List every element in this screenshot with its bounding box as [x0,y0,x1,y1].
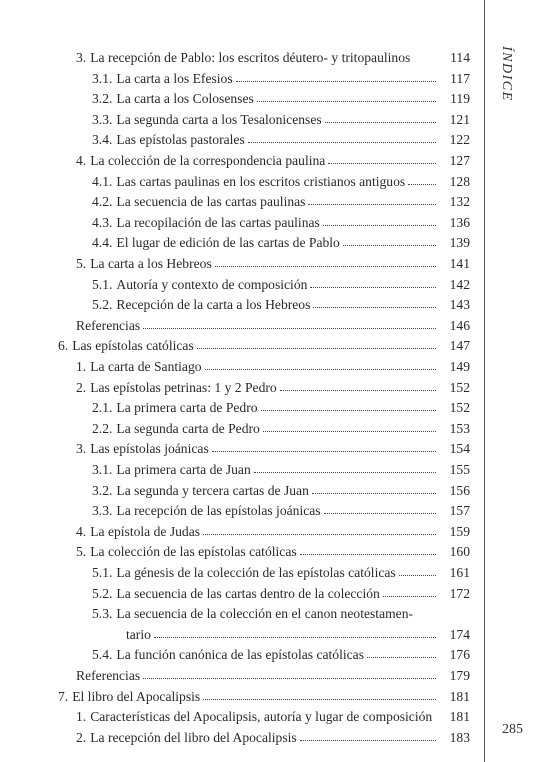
toc-entry-page: 181 [449,688,470,704]
toc-entry-title: La carta a los Hebreos [90,256,212,271]
toc-entry [0,170,470,190]
toc-entry-label [0,543,297,560]
toc-entry [0,67,470,87]
toc-entry-page: 154 [449,441,470,457]
toc-entry-title: Las epístolas petrinas: 1 y 2 Pedro [90,379,277,395]
toc-entry-label [0,585,380,602]
toc-entry-number: 3. [76,441,87,457]
toc-entry-number: 5.1. [92,276,113,292]
toc-entry-label [0,111,322,128]
toc-entry-title: La segunda carta a los Tesalonicenses [116,111,322,127]
toc-entry-label [0,482,309,499]
toc-entry [0,582,470,602]
dot-leader [408,184,436,185]
dot-leader [300,740,436,741]
toc-entry [0,561,470,581]
toc-entry-label [0,131,245,148]
toc-entry-page: 153 [449,420,470,436]
toc-entry-title: La carta de Santiago [90,359,202,374]
dot-leader [205,369,436,370]
toc-entry-label [0,296,310,313]
toc-entry-page: 127 [449,153,470,168]
dot-leader [300,554,436,555]
dot-leader [143,678,436,679]
toc-entry-title: La colección de la correspondencia paulina [90,153,326,168]
toc-entry-title: La recepción de las epístolas joánicas [116,503,321,519]
toc-entry-number: 4.2. [92,194,113,210]
dot-leader [261,410,436,411]
dot-leader [263,431,436,432]
toc-entry-page: 161 [449,565,470,580]
dot-leader [257,101,436,102]
toc-entry-page: 152 [449,400,470,416]
toc-entry-title: El lugar de edición de las cartas de Pablo [116,235,340,251]
toc-entry [0,108,470,128]
dot-leader [343,245,436,246]
toc-entry-page: 174 [449,626,470,642]
toc-entry-number: 2. [76,379,87,395]
toc-entry-title: La colección de las epístolas católicas [90,544,297,560]
toc-entry [0,355,470,375]
toc-entry-number: 5. [76,544,87,560]
vertical-rule [484,0,485,762]
toc-entry-label [0,440,209,457]
toc-entry-label [0,173,405,190]
toc-entry-page: 156 [449,482,470,498]
dot-leader [254,472,436,473]
toc-entry [0,231,470,251]
toc-entry-number: 3.1. [92,462,113,477]
dot-leader [399,575,436,576]
dot-leader [236,81,436,82]
toc-entry [0,417,470,437]
toc-entry-number: 3.2. [92,482,113,498]
toc-entry-label [0,337,194,354]
toc-entry-title: Las cartas paulinas en los escritos cristianos antiguos [116,173,406,189]
toc-entry-number: 5.1. [92,565,113,580]
toc-entry-number: 6. [58,338,69,354]
toc-entry-page: 172 [449,585,470,601]
toc-entry-page: 179 [449,668,470,683]
toc-entry-number: 7. [58,688,69,704]
toc-entry-page: 139 [449,235,470,251]
toc-entry-label [0,523,200,540]
toc-entry-label [0,193,305,210]
toc-entry [0,602,470,622]
toc-entry-title: Referencias [76,668,141,683]
toc-entry [0,128,470,148]
toc-entry-page: 183 [449,729,470,745]
toc-entry [0,293,470,313]
toc-entry [0,437,470,457]
toc-entry-title: La secuencia de las cartas dentro de la colección [116,585,380,601]
toc-entry-title: Las epístolas pastorales [116,132,245,148]
dot-leader [215,266,436,267]
toc-entry-number: 2. [76,729,87,745]
toc-entry-label [0,667,140,684]
dot-leader [154,637,436,638]
toc-entry-label [0,49,410,66]
toc-entry-number: 5.4. [92,647,113,663]
toc-entry-label [0,255,212,272]
dot-leader [143,328,436,329]
toc-entry-label [0,461,251,478]
toc-entry [0,46,470,66]
toc-entry-page: 146 [449,317,470,333]
toc-entry-title: Referencias [76,317,141,333]
toc-entry-title: La segunda carta de Pedro [116,420,260,436]
toc-entry-title: La primera carta de Juan [116,462,251,477]
toc-entry-label [0,70,233,87]
dot-leader [328,163,436,164]
toc-entry-title: El libro del Apocalipsis [72,688,201,704]
toc-entry-number: 3. [76,50,87,65]
toc-entry-title: La segunda y tercera cartas de Juan [116,482,309,498]
toc-entry-page: 119 [450,91,470,107]
dot-leader [203,534,436,535]
toc-entry-label [0,646,364,663]
toc-entry-number: 4.1. [92,173,113,189]
toc-entry-page: 114 [450,50,470,65]
toc-entry-number: 3.3. [92,111,113,127]
toc-entry-label [0,708,432,725]
toc-entry-page: 159 [449,523,470,539]
toc-entry-title: La función canónica de las epístolas católicas [116,647,364,663]
toc-entry-number: 2.2. [92,420,113,436]
toc-entry-title: La recopilación de las cartas paulinas [116,214,320,230]
page-number: 285 [502,722,523,737]
toc-entry-title: La secuencia de la colección en el canon neotestamen- [116,606,414,622]
toc-entry-title: Las epístolas católicas [72,338,194,354]
toc-entry-title: Las epístolas joánicas [90,441,209,457]
toc-entry-label [0,564,396,581]
dot-leader [313,307,436,308]
dot-leader [308,204,436,205]
toc-entry-label [0,379,277,396]
toc-entry-title: La recepción de Pablo: los escritos déutero- y tritopaulinos [90,50,411,65]
toc-entry-page: 181 [449,709,470,725]
toc-entry-page: 152 [449,379,470,395]
toc-entry-title: La carta a los Efesios [116,70,233,86]
toc-entry-number: 5.2. [92,585,113,601]
toc-entry [0,643,470,663]
toc-entry-number: 5.3. [92,606,113,622]
toc-entry-page: 176 [449,647,470,663]
toc-entry-label [0,729,297,746]
toc-entry-label [0,234,340,251]
toc-entry [0,520,470,540]
toc-entry-page: 149 [449,359,470,374]
toc-entry-page: 132 [449,194,470,210]
toc-entry-title: La primera carta de Pedro [116,400,258,416]
toc-entry [0,540,470,560]
toc-entry [0,273,470,293]
toc-entry-continuation [0,623,470,643]
dot-leader [367,657,436,658]
dot-leader [310,287,436,288]
toc-entry-number: 1. [76,359,87,374]
toc-entry-number: 4.4. [92,235,113,251]
toc-entry-number: 3.4. [92,132,113,148]
toc-entry-number: 5. [76,256,87,271]
dot-leader [203,699,436,700]
toc-entry-number: 5.2. [92,297,113,313]
toc-entry-number: 1. [76,709,87,725]
toc-entry-number: 4. [76,153,87,168]
toc-entry-page: 122 [449,132,470,148]
toc-entry-label [0,90,254,107]
toc-entry [0,664,470,684]
toc-entry-title: La carta a los Colosenses [116,91,254,107]
toc-entry-page: 143 [449,297,470,313]
toc-entry-label [0,276,307,293]
toc-entry [0,314,470,334]
toc-entry-number: 4. [76,523,87,539]
toc-entry-page: 147 [449,338,470,354]
toc-entry-page: 155 [449,462,470,477]
dot-leader [280,390,436,391]
dot-leader [383,596,436,597]
toc-entry-title: La epístola de Judas [90,523,201,539]
toc-entry-page: 141 [449,256,470,271]
dot-leader [212,451,436,452]
toc-entry-page: 121 [449,111,470,127]
toc-entry [0,149,470,169]
toc-entry [0,726,470,746]
toc-entry-label [0,214,320,231]
toc-entry-title: La secuencia de las cartas paulinas [116,194,306,210]
toc-entry [0,499,470,519]
toc-entry-label [0,605,413,622]
toc-entry-number: 3.1. [92,70,113,86]
toc-entry [0,479,470,499]
toc-entry [0,87,470,107]
dot-leader [323,225,436,226]
dot-leader [248,142,436,143]
toc-entry [0,396,470,416]
dot-leader [312,493,436,494]
toc-entry-label [0,502,321,519]
toc-entry-number: 4.3. [92,214,113,230]
toc-entry-label [0,420,260,437]
toc-entry-number: 2.1. [92,400,113,416]
toc-entry [0,685,470,705]
toc-entry-page: 142 [449,276,470,292]
toc-entry-title: Recepción de la carta a los Hebreos [116,297,311,313]
toc-entry-number: 3.2. [92,91,113,107]
toc-entry [0,252,470,272]
toc-entry-page: 157 [449,503,470,519]
toc-entry-title-continuation: tario [126,626,151,642]
toc-entry-title: La recepción del libro del Apocalipsis [90,729,297,745]
toc-entry [0,190,470,210]
toc-entry-title: Características del Apocalipsis, autoría y lugar de composición [90,709,433,725]
toc-entry [0,458,470,478]
toc-entry [0,334,470,354]
toc-entry [0,211,470,231]
toc-entry-label [0,152,325,169]
toc-entry-label [0,317,140,334]
toc-entry-page: 117 [450,70,470,86]
dot-leader [325,122,436,123]
toc-entry-number: 3.3. [92,503,113,519]
dot-leader [197,348,436,349]
dot-leader [324,513,436,514]
toc-entry-label [0,688,200,705]
toc-entry-title: La génesis de la colección de las epístolas católicas [116,565,396,580]
toc-entry-page: 128 [449,173,470,189]
toc-entry-page: 160 [449,544,470,560]
toc-entry [0,376,470,396]
toc-entry-label [0,358,202,375]
running-head-indice: ÍNDICE [499,46,514,102]
toc-entry [0,705,470,725]
toc-entry-page: 136 [449,214,470,230]
toc-entry-label [0,399,258,416]
toc-entry-title: Autoría y contexto de composición [116,276,308,292]
